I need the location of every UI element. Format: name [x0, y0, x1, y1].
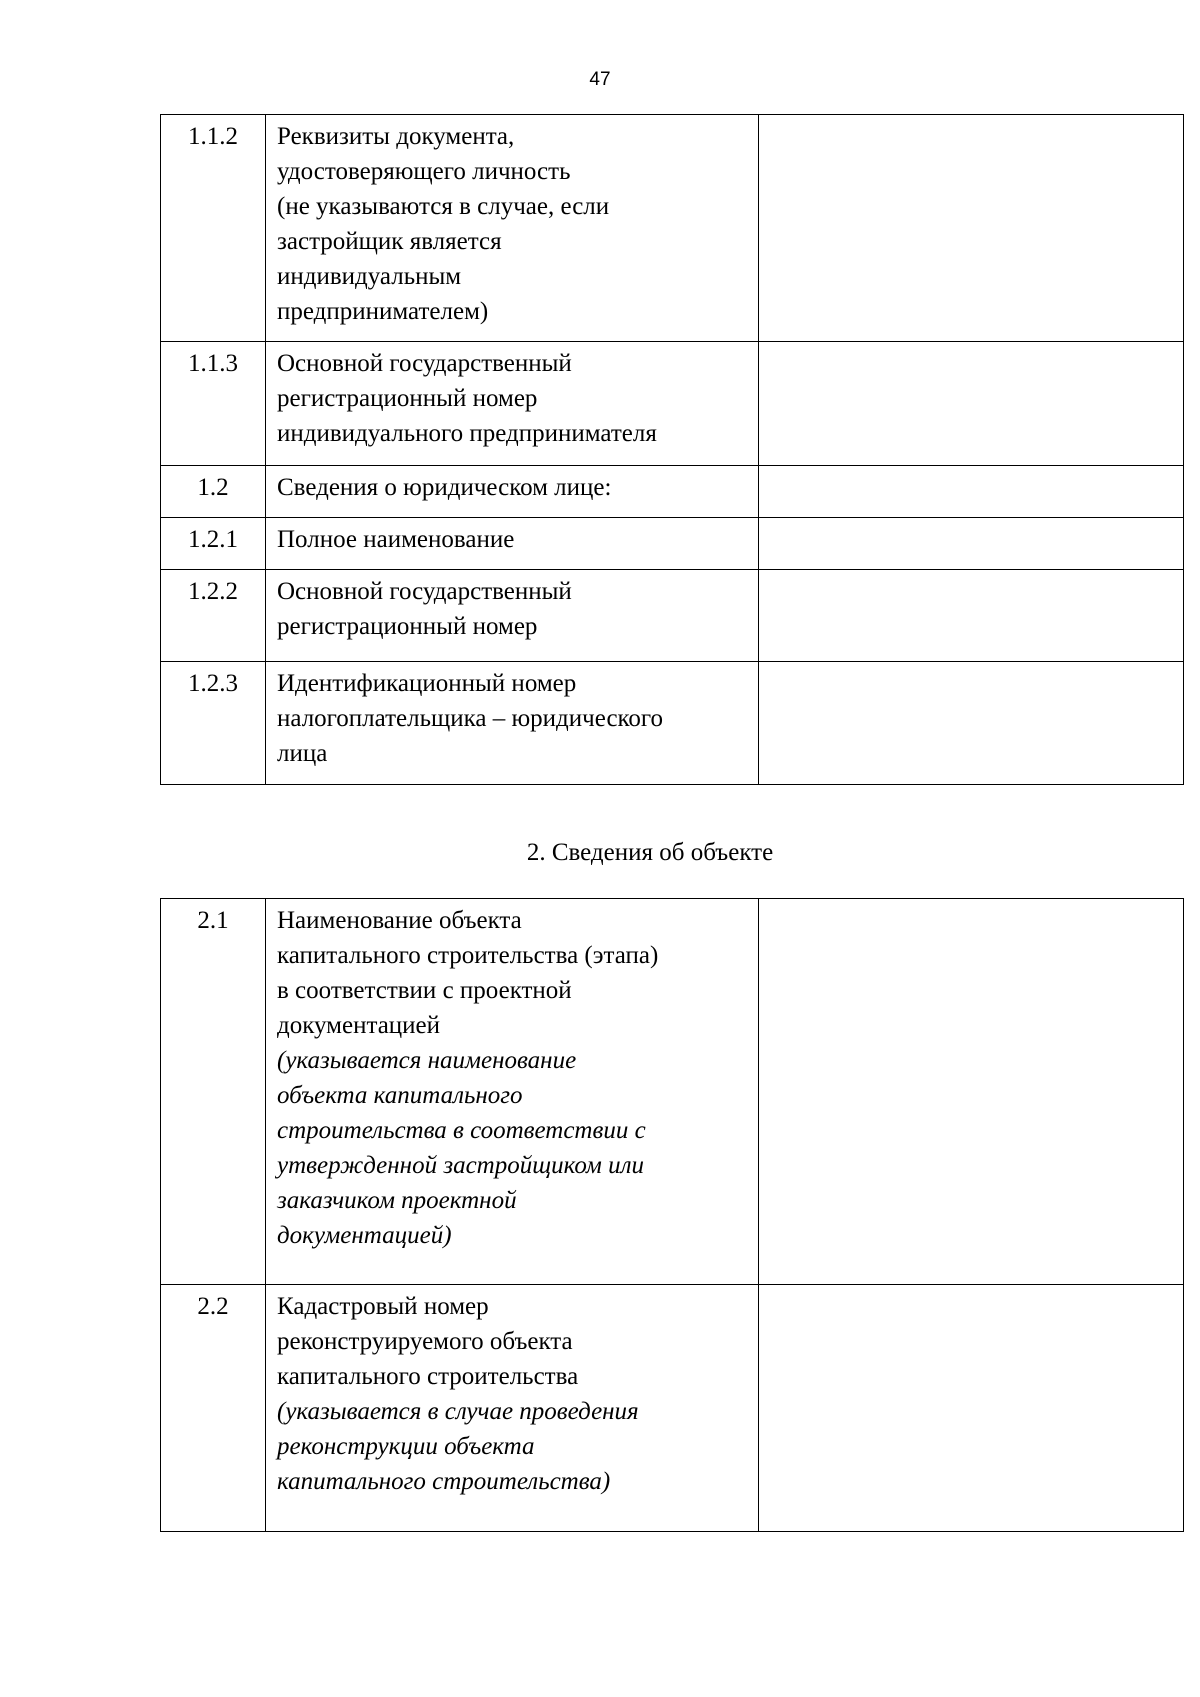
value-cell[interactable] [759, 662, 1184, 785]
value-cell[interactable] [759, 570, 1184, 662]
label-line: в соответствии с проектной [277, 977, 572, 1004]
row-number: 1.2.2 [161, 570, 266, 662]
label-line: Полное наименование [277, 526, 515, 553]
label-line: индивидуального предпринимателя [277, 420, 657, 447]
row-label [266, 1285, 759, 1532]
label-line: регистрационный номер [277, 385, 538, 412]
label-line: реконструируемого объекта [277, 1328, 573, 1355]
label-line: капитального строительства (этапа) [277, 942, 659, 969]
label-line: (не указываются в случае, если [277, 193, 610, 220]
row-number: 2.1 [161, 899, 266, 1285]
note-line: объекта капитального [277, 1082, 523, 1109]
label-line: Реквизиты документа, [277, 123, 515, 150]
row-number: 1.2.1 [161, 518, 266, 570]
row-label [266, 662, 759, 785]
label-line: капитального строительства [277, 1363, 579, 1390]
note-line: капитального строительства) [277, 1468, 611, 1495]
note-line: реконструкции объекта [277, 1433, 535, 1460]
value-cell[interactable] [759, 342, 1184, 466]
table-body [161, 115, 1184, 785]
section-heading: 2. Сведения об объекте [526, 839, 774, 866]
value-cell[interactable] [759, 1285, 1184, 1532]
row-label [266, 115, 759, 342]
row-number: 1.1.2 [161, 115, 266, 342]
label-line: Основной государственный [277, 578, 572, 605]
label-line: документацией [277, 1012, 441, 1039]
label-line: индивидуальным [277, 263, 462, 290]
table-row [161, 115, 1184, 342]
row-label [266, 466, 759, 518]
label-line: Основной государственный [277, 350, 572, 377]
note-line: документацией) [277, 1222, 452, 1249]
note-line: (указывается в случае проведения [277, 1398, 639, 1425]
table-row [161, 1285, 1184, 1532]
label-line: Наименование объекта [277, 907, 522, 934]
value-cell[interactable] [759, 899, 1184, 1285]
label-line: застройщик является [277, 228, 502, 255]
value-cell[interactable] [759, 466, 1184, 518]
table-body [161, 899, 1184, 1532]
page-number: 47 [589, 69, 611, 90]
label-line: налогоплательщика – юридического [277, 705, 664, 732]
label-line: лица [277, 740, 328, 767]
label-line: Идентификационный номер [277, 670, 577, 697]
row-label [266, 518, 759, 570]
table-row [161, 466, 1184, 518]
row-number: 1.1.3 [161, 342, 266, 466]
row-label [266, 342, 759, 466]
note-line: (указывается наименование [277, 1047, 577, 1074]
label-line: удостоверяющего личность [277, 158, 571, 185]
label-line: Сведения о юридическом лице: [277, 474, 612, 501]
label-line: предпринимателем) [277, 298, 489, 325]
table-row [161, 342, 1184, 466]
value-cell[interactable] [759, 115, 1184, 342]
note-line: строительства в соответствии с [277, 1117, 646, 1144]
row-number: 2.2 [161, 1285, 266, 1532]
table-row [161, 899, 1184, 1285]
row-label [266, 899, 759, 1285]
label-line: регистрационный номер [277, 613, 538, 640]
row-label [266, 570, 759, 662]
value-cell[interactable] [759, 518, 1184, 570]
note-line: утвержденной застройщиком или [277, 1152, 645, 1179]
label-line: Кадастровый номер [277, 1293, 489, 1320]
row-number: 1.2 [161, 466, 266, 518]
table-row [161, 570, 1184, 662]
applicant-details-table [160, 114, 1184, 785]
object-details-table [160, 898, 1184, 1532]
note-line: заказчиком проектной [277, 1187, 517, 1214]
table-row [161, 662, 1184, 785]
row-number: 1.2.3 [161, 662, 266, 785]
table-row [161, 518, 1184, 570]
